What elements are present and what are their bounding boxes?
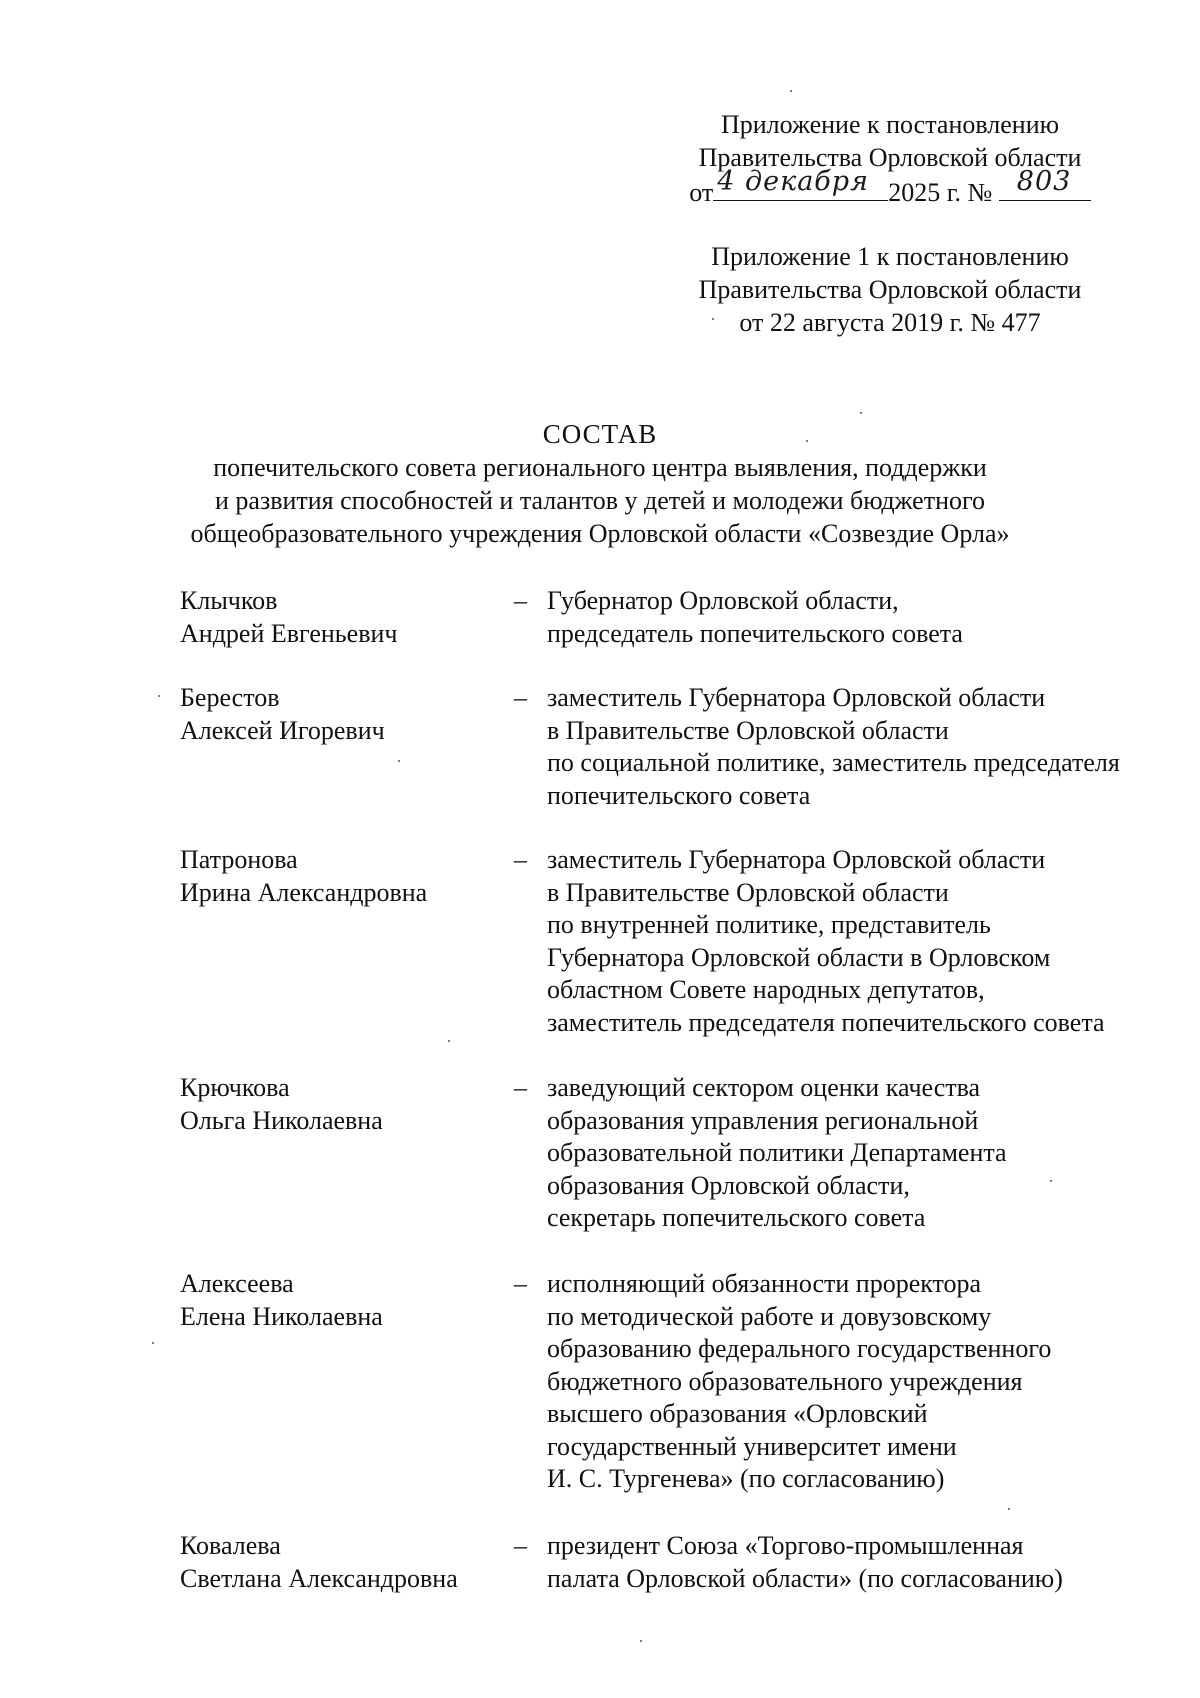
appendix-current-line1: Приложение к постановлению (720, 110, 1060, 139)
member-surname: Крючкова (180, 1073, 290, 1102)
role-line: образования Орловской области, (547, 1170, 910, 1200)
scan-speck (152, 1342, 154, 1344)
date-prefix: от (689, 178, 714, 207)
title-line3: общеобразовательного учреждения Орловской области «Созвездие Орла» (190, 519, 1010, 548)
number-blank (999, 166, 1091, 201)
member-given-names: Алексей Игоревич (180, 715, 385, 745)
member-role (547, 1072, 1187, 1235)
member-given-names: Андрей Евгеньевич (180, 618, 398, 648)
member-name-block (180, 1268, 500, 1333)
scan-speck (806, 440, 808, 442)
title-heading: СОСТАВ (542, 419, 658, 449)
role-line: в Правительстве Орловской области (547, 715, 949, 745)
role-line: заместитель председателя попечительского совета (547, 1007, 1105, 1037)
role-line: по внутренней политике, представитель (547, 910, 991, 939)
scan-speck (1008, 1508, 1010, 1510)
role-line: И. С. Тургенева» (по согласованию) (547, 1464, 945, 1493)
appendix-original-line2: Правительства Орловской области (698, 275, 1082, 304)
member-dash: – (514, 1269, 527, 1298)
scan-speck (448, 1040, 450, 1042)
role-line: секретарь попечительского совета (547, 1203, 926, 1232)
role-line: попечительского совета (547, 780, 811, 810)
title-line2: и развития способностей и талантов у детей и молодежи бюджетного (214, 486, 986, 515)
member-dash: – (514, 1073, 527, 1102)
role-line: заведующий сектором оценки качества (547, 1073, 981, 1102)
appendix-original-line3: от 22 августа 2019 г. № 477 (739, 308, 1041, 337)
role-line: образовательной политики Департамента (547, 1138, 1007, 1167)
scan-speck (158, 695, 160, 697)
appendix-current-header (660, 108, 1120, 209)
role-line: областном Совете народных депутатов, (547, 975, 985, 1004)
appendix-original-header (660, 240, 1120, 339)
role-line: по социальной политике, заместитель председателя (547, 748, 1120, 777)
member-name-block (180, 682, 500, 747)
member-name-block (180, 1072, 500, 1137)
role-line: образования управления региональной (547, 1105, 979, 1135)
role-line: президент Союза «Торгово-промышленная (547, 1531, 1024, 1560)
scan-speck (640, 1640, 642, 1642)
scan-speck (1050, 1180, 1052, 1182)
role-line: по методической работе и довузовскому (547, 1301, 992, 1331)
scan-speck (790, 90, 792, 92)
member-surname: Клычков (180, 586, 278, 615)
member-dash: – (514, 683, 527, 712)
handwritten-date: 4 декабря (717, 166, 869, 197)
role-line: в Правительстве Орловской области (547, 877, 949, 907)
member-role (547, 1530, 1187, 1595)
member-surname: Алексеева (180, 1269, 294, 1298)
role-line: Губернатора Орловской области в Орловском (547, 942, 1051, 972)
member-given-names: Ирина Александровна (180, 877, 428, 907)
role-line: Губернатор Орловской области, (547, 586, 899, 615)
member-dash: – (514, 845, 527, 874)
appendix-original-line1: Приложение 1 к постановлению (711, 242, 1069, 271)
member-surname: Берестов (180, 683, 280, 712)
member-given-names: Елена Николаевна (180, 1301, 383, 1331)
member-given-names: Светлана Александровна (180, 1563, 458, 1593)
handwritten-number: 803 (1016, 166, 1072, 197)
appendix-current-line2: Правительства Орловской области (698, 143, 1082, 172)
title-line1: попечительского совета регионального центра выявления, поддержки (213, 453, 987, 482)
role-line: председатель попечительского совета (547, 618, 963, 648)
member-role (547, 585, 1187, 650)
member-given-names: Ольга Николаевна (180, 1105, 383, 1135)
member-role (547, 682, 1187, 812)
role-line: бюджетного образовательного учреждения (547, 1366, 1023, 1396)
member-dash: – (514, 586, 527, 615)
role-line: заместитель Губернатора Орловской области (547, 683, 1046, 712)
member-name-block (180, 844, 500, 909)
member-role (547, 844, 1187, 1039)
scan-speck (712, 318, 714, 320)
scan-speck (398, 760, 400, 762)
role-line: палата Орловской области» (по согласованию) (547, 1563, 1063, 1593)
role-line: исполняющий обязанности проректора (547, 1269, 982, 1298)
member-role (547, 1268, 1187, 1496)
role-line: образованию федерального государственного (547, 1334, 1052, 1363)
member-name-block (180, 585, 500, 650)
role-line: государственный университет имени (547, 1431, 957, 1461)
member-name-block (180, 1530, 500, 1595)
member-surname: Ковалева (180, 1531, 281, 1560)
date-blank (713, 166, 888, 201)
member-dash: – (514, 1531, 527, 1560)
date-suffix: 2025 г. № (888, 178, 993, 207)
role-line: высшего образования «Орловский (547, 1399, 928, 1428)
document-title (150, 418, 1050, 550)
scan-speck (860, 412, 862, 414)
appendix-current-date-line (689, 166, 1091, 209)
member-surname: Патронова (180, 845, 298, 874)
role-line: заместитель Губернатора Орловской области (547, 845, 1046, 874)
